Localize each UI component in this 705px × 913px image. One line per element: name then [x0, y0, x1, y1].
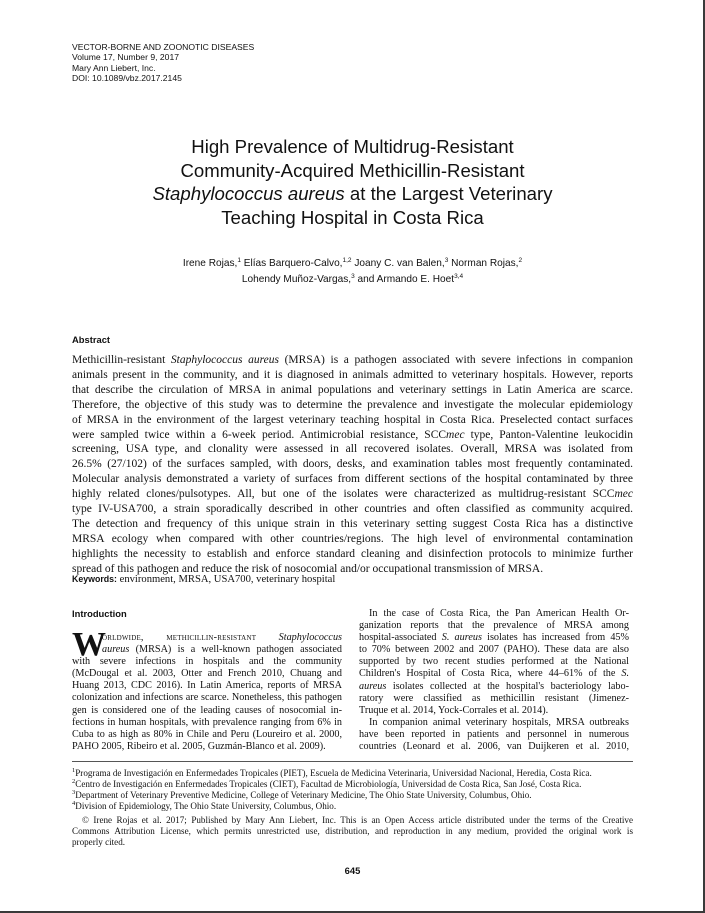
author-name: Irene Rojas,	[182, 258, 238, 269]
abstract-line: type IV-USA700, a strain sporadically described in other countries and often classified as community acquired.	[72, 503, 633, 516]
journal-publisher: Mary Ann Liebert, Inc.	[72, 62, 156, 73]
introduction-heading: Introduction	[72, 608, 127, 619]
affiliation	[72, 779, 633, 790]
author-name: and Armando E. Hoet	[357, 273, 455, 285]
body-line: gen is considered one of the leading causes of nosocomial in-	[72, 704, 342, 716]
author-affil-mark: 3,4	[454, 272, 464, 280]
keywords	[72, 574, 335, 585]
journal-name: VECTOR-BORNE AND ZOONOTIC DISEASES	[72, 42, 255, 52]
copyright-line: © Irene Rojas et al. 2017; Published by Mary Ann Liebert, Inc. This is an Open Access article distributed under the terms of the Creative	[82, 815, 633, 825]
affil-text: Department of Veterinary Preventive Medicine, College of Veterinary Medicine, The Ohio State University, Columbus, Ohio.	[75, 789, 532, 800]
abstract-line: were sampled twice within a 6-week period. Antimicrobial resistance, SCCmec type, Panton-Valentine leukocidin	[72, 428, 633, 441]
affil-text: Division of Epidemiology, The Ohio State University, Columbus, Ohio.	[75, 800, 337, 811]
body-line: aureus isolates collected at the hospital's bacteriology labo-	[359, 680, 629, 692]
author-affil-mark: 2	[518, 257, 523, 264]
body-line: In companion animal veterinary hospitals, MRSA outbreaks	[369, 716, 629, 728]
author-name: Joany C. van Balen,	[354, 258, 445, 269]
body-line: (McDougal et al. 2003, Otter and French 2010, Chuang and	[72, 668, 342, 680]
intro-left-column	[72, 626, 343, 753]
body-line: to 70% between 2002 and 2007 (PAHO). These data are also	[359, 644, 629, 656]
title-line: Community-Acquired Methicillin-Resistant	[180, 159, 525, 181]
title-species: Staphylococcus aureus	[152, 183, 345, 204]
affil-mark: 3	[72, 788, 76, 796]
body-line: supported by two recent studies performed at the National	[359, 656, 629, 668]
title-line: High Prevalence of Multidrug-Resistant	[191, 136, 514, 157]
abstract-line: that describe the circulation of MRSA in animal populations and veterinary settings in Latin America are scarce.	[72, 383, 633, 396]
author-affil-mark: 1	[237, 257, 241, 264]
abstract-line: of MRSA in the environment of the largest veterinary teaching hospital in Costa Rica. Preselected contact surfaces	[72, 413, 633, 426]
author-line	[60, 272, 645, 288]
intro-right-column	[359, 608, 629, 753]
title-line-rest: at the Largest Veterinary	[344, 183, 553, 204]
abstract-line: MRSA ecology when compared with other countries/regions. The high level of environmental contamination	[72, 532, 633, 545]
copyright-line: Commons Attribution License, which permits unrestricted use, distribution, and reproduction in any medium, provided the original work is	[72, 825, 633, 836]
drop-cap: W	[72, 626, 106, 663]
page-number: 645	[344, 865, 361, 876]
abstract-line: Therefore, the objective of this study was to determine the prevalence and investigate the molecular epidemiology	[72, 398, 633, 411]
affiliation	[72, 790, 633, 801]
abstract-line: Molecular analysis demonstrated a variety of surfaces from different sections of the hospital contaminated by three	[72, 473, 633, 486]
affil-mark: 4	[72, 799, 76, 807]
body-line: with severe infections in hospitals and the community	[72, 656, 342, 668]
abstract-line: highlights the necessity to establish and enforce standard cleaning and disinfection protocols to minimize further	[72, 547, 633, 560]
body-line: aureus (MRSA) is a well-known pathogen associated	[102, 644, 342, 656]
journal-volume: Volume 17, Number 9, 2017	[72, 52, 180, 63]
body-line: hospital-associated S. aureus isolates has increased from 45%	[359, 632, 630, 644]
journal-header	[72, 42, 254, 83]
abstract-heading: Abstract	[72, 334, 111, 345]
affil-mark: 2	[72, 777, 76, 785]
affil-text: Programa de Investigación en Enfermedades Tropicales (PIET), Escuela de Medicina Veterinaria, Universidad Nacional, Heredia, Costa Rica.	[75, 768, 592, 778]
abstract-line: screening, USA type, and clonality were assessed in all recovered isolates. Overall, MRSA was isolated from	[72, 443, 633, 456]
copyright-notice	[72, 815, 633, 848]
body-line: colonization and infections are scarce. Nonetheless, this pathogen	[72, 692, 342, 704]
footnote-divider	[72, 761, 633, 762]
body-line: Huang 2013, CDC 2016). In Latin America, reports of MRSA	[72, 680, 342, 692]
title-line	[60, 182, 645, 206]
author-line	[60, 256, 645, 272]
body-line: Cuba to as high as 80% in Chile and Peru (Loureiro et al. 2000,	[72, 728, 342, 740]
title-line: Teaching Hospital in Costa Rica	[221, 206, 484, 228]
author-name: Lohendy Muñoz-Vargas,	[241, 273, 352, 285]
body-line: Truque et al. 2014, Yock-Corrales et al. 2014).	[359, 704, 549, 716]
affil-mark: 1	[72, 767, 76, 774]
keywords-text: environment, MRSA, USA700, veterinary hospital	[116, 574, 336, 585]
body-line: fections in human hospitals, with prevalence ranging from 6% in	[72, 716, 342, 728]
abstract-line: highly related clones/pulsotypes. All, but one of the isolates were characterized as multidrug-resistant SCCmec	[72, 488, 633, 501]
body-line: Children's Hospital of Costa Rica, where 44–61% of the S.	[359, 668, 629, 680]
abstract-line: animals present in the community, and it is diagnosed in animals admitted to veterinary hospitals. However, reports	[72, 368, 633, 381]
author-name: Elías Barquero-Calvo,	[243, 258, 343, 269]
author-list	[60, 256, 645, 287]
body-line: ganization reports that the prevalence of MRSA among	[359, 620, 629, 632]
abstract-line: Methicillin-resistant Staphylococcus aureus (MRSA) is a pathogen associated with severe infections in companion	[72, 354, 633, 366]
affiliation	[72, 768, 633, 779]
journal-doi: DOI: 10.1089/vbz.2017.2145	[72, 72, 182, 83]
body-line: have been reported in patients and personnel in numerous	[359, 728, 629, 740]
author-affil-mark: 3	[351, 272, 355, 280]
article-title	[60, 135, 645, 229]
body-line: ratory were classified as methicillin resistant (Jimenez-	[359, 692, 629, 704]
author-affil-mark: 1,2	[342, 257, 352, 264]
affiliation	[72, 801, 633, 812]
author-affil-mark: 3	[444, 257, 449, 264]
body-line: orldwide, methicillin-resistant Staphylococcus	[102, 632, 343, 643]
body-line: PAHO 2005, Ribeiro et al. 2005, Guzmán-Blanco et al. 2009).	[72, 740, 326, 752]
affil-text: Centro de Investigación en Enfermedades Tropicales (CIET), Facultad de Microbiología, Universidad de Costa Rica, San José, Costa Rica.	[75, 778, 582, 789]
abstract-body	[72, 353, 633, 577]
body-line: countries (Leonard et al. 2006, van Duijkeren et al. 2010,	[359, 741, 629, 753]
affiliations	[72, 768, 633, 812]
abstract-line: 26.5% (27/102) of the surfaces sampled, with doors, desks, and examination tables most frequently contaminated.	[72, 458, 633, 471]
abstract-line: spread of this pathogen and reduce the risk of nosocomial and/or occupational transmission of MRSA.	[72, 562, 544, 575]
abstract-line: The detection and frequency of this unique strain in this veterinary setting suggest Costa Rica has a distinctive	[72, 517, 633, 530]
keywords-label: Keywords:	[72, 574, 117, 584]
author-name: Norman Rojas,	[451, 258, 519, 269]
body-line: In the case of Costa Rica, the Pan American Health Or-	[369, 608, 629, 619]
copyright-line: properly cited.	[72, 836, 126, 847]
